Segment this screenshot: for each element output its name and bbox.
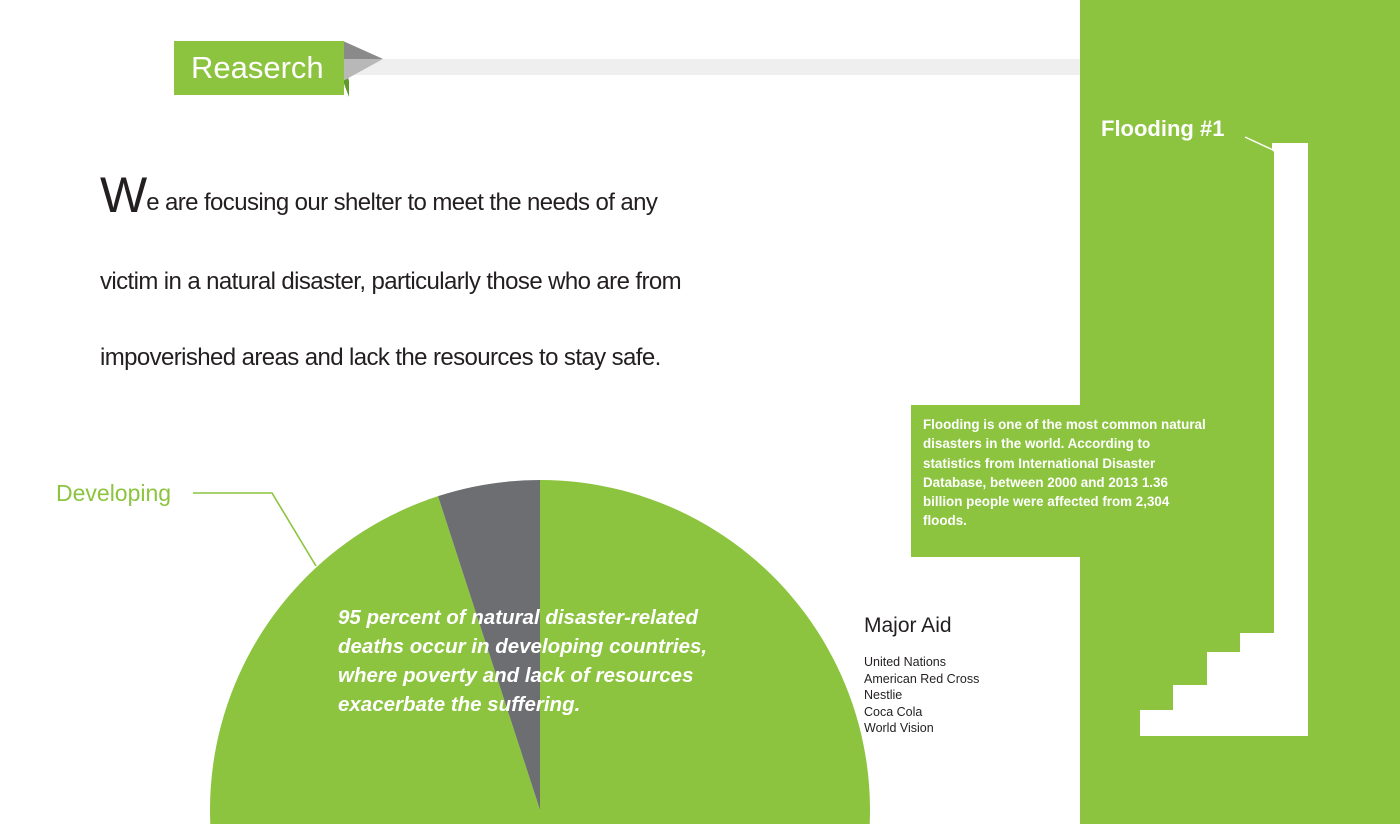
section-title: Reaserch (174, 41, 344, 95)
major-aid-list (864, 654, 979, 737)
intro-line-2: victim in a natural disaster, particularly those who are from (100, 268, 681, 295)
intro-line-1-text: e are focusing our shelter to meet the needs of any (146, 189, 658, 216)
aid-item: United Nations (864, 655, 946, 669)
aid-item: Nestlie (864, 688, 903, 703)
aid-item: Coca Cola (864, 704, 923, 719)
aid-item: World Vision (864, 721, 934, 736)
pie-quote: 95 percent of natural disaster-related deaths occur in developing countries, where poverty and lack of resources exacerbate the suffering. (338, 606, 708, 716)
aid-item: American Red Cross (864, 671, 980, 686)
developing-label: Developing (56, 480, 172, 506)
drop-cap: W (100, 167, 146, 223)
title-pointer-line (1245, 137, 1273, 150)
callout-line (193, 493, 316, 566)
major-aid-title: Major Aid (864, 614, 952, 637)
flooding-title: Flooding #1 (1101, 116, 1225, 141)
flooding-text-box: Flooding is one of the most common natural disasters in the world. According to statistics from International Disaster Database, between 2000 and 2013 1.36 billion people were affected from 2,304 floods. (911, 405, 1215, 557)
intro-line-3: impoverished areas and lack the resources to stay safe. (100, 344, 661, 371)
